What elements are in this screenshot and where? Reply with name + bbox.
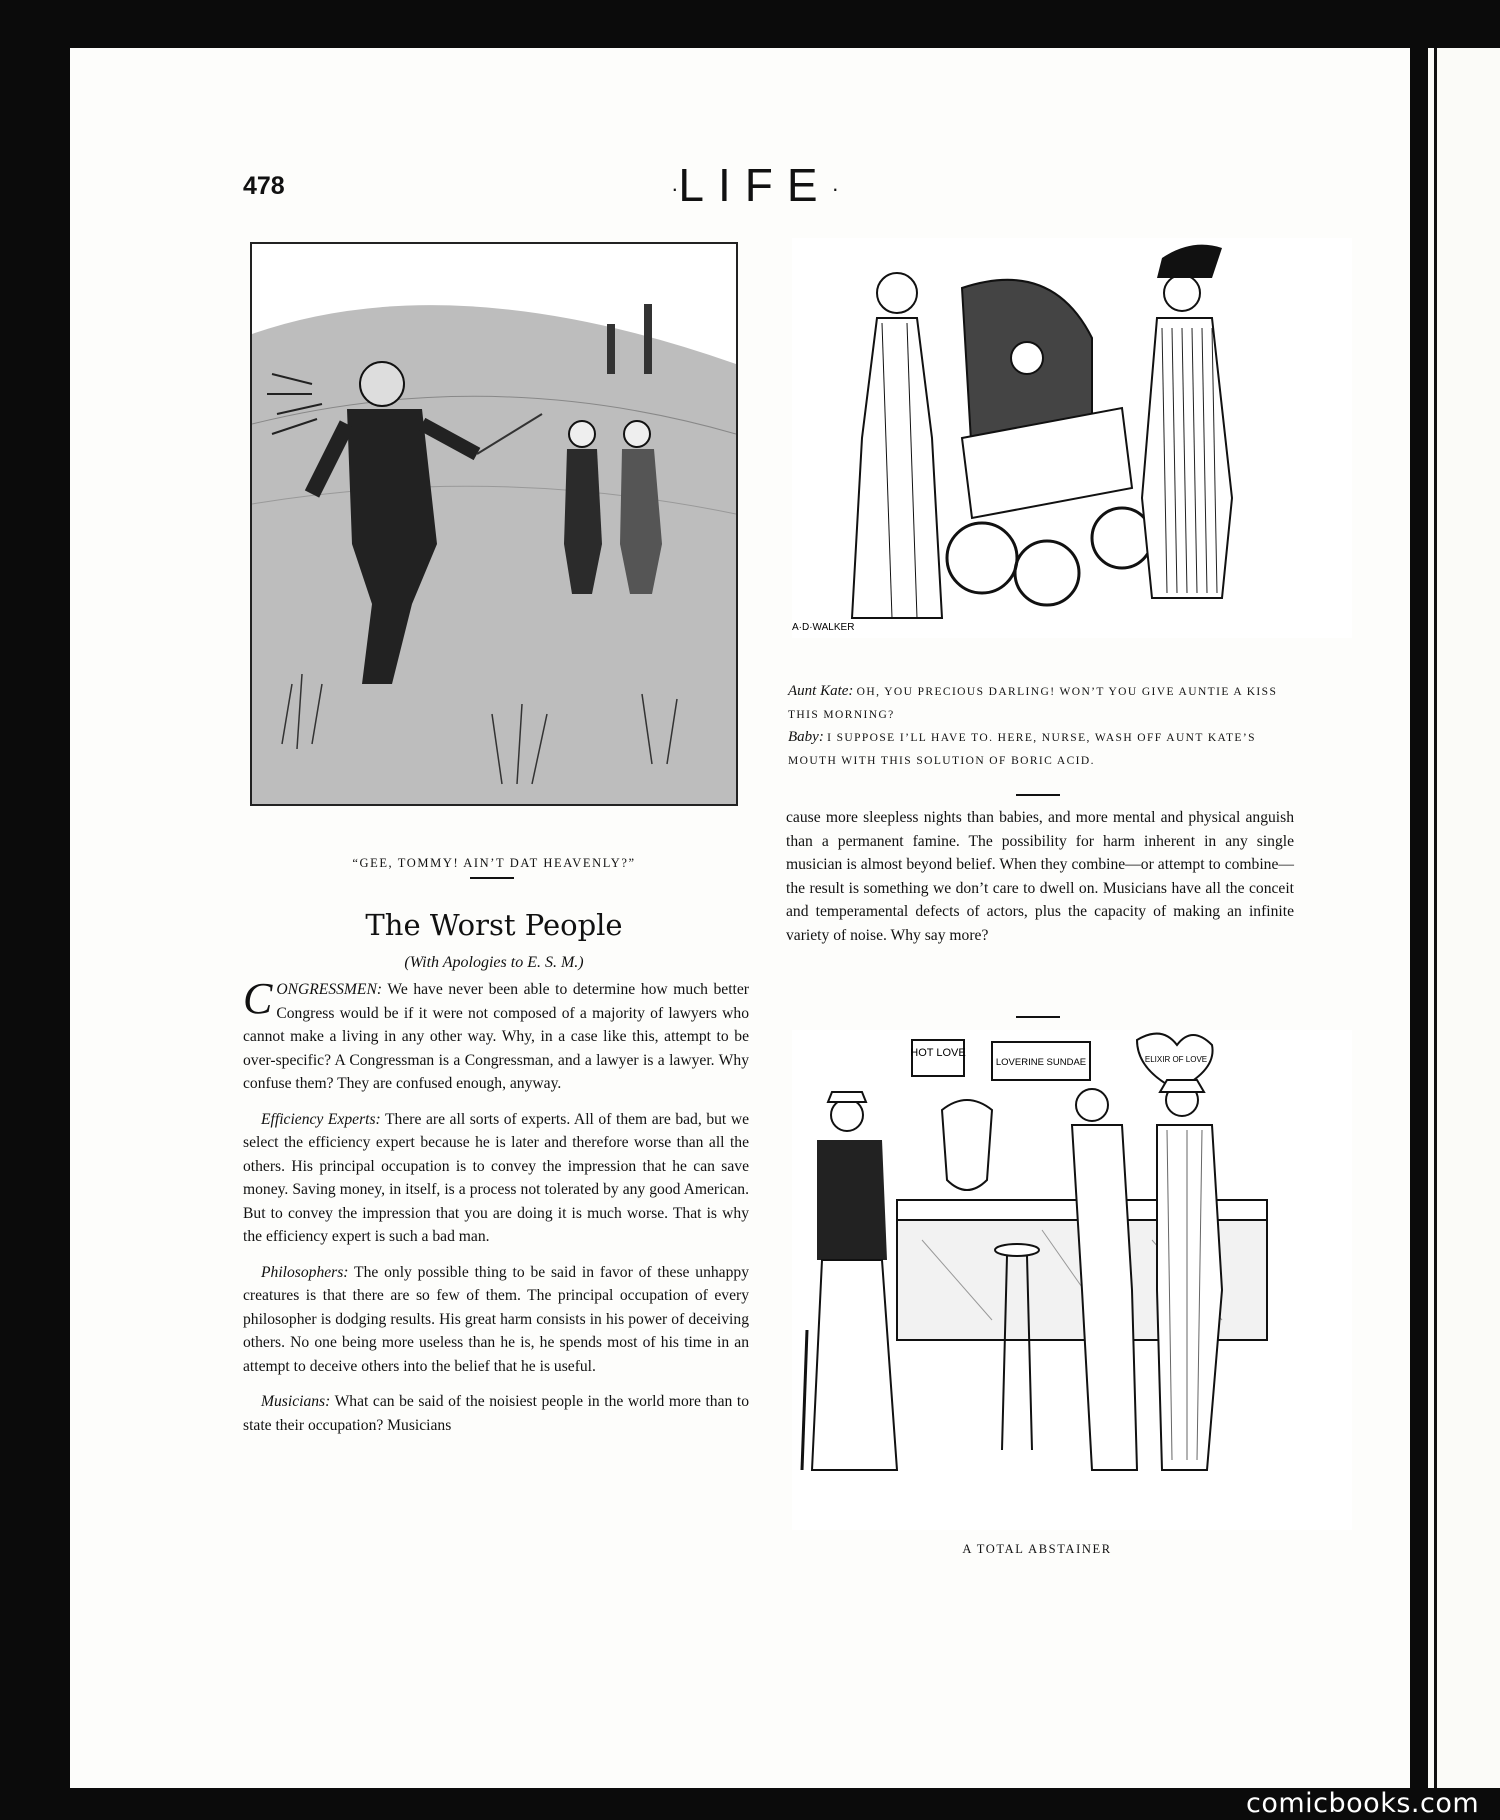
masthead-dot-right: · <box>831 175 839 201</box>
baby-cartoon-dialog <box>788 680 1294 772</box>
article-right-column <box>786 806 1294 959</box>
dialog-line-aunt <box>788 680 1294 726</box>
divider-rule <box>1016 1016 1060 1018</box>
soda-cartoon-caption: A TOTAL ABSTAINER <box>962 1542 1112 1556</box>
divider-rule <box>1016 794 1060 796</box>
masthead <box>640 158 870 212</box>
aunt-kate-line: OH, YOU PRECIOUS DARLING! WON’T YOU GIVE AUNTIE A KISS THIS MORNING? <box>788 686 1278 721</box>
sign-loverine-sundae: LOVERINE SUNDAE <box>995 1057 1087 1068</box>
soda-fountain-cartoon <box>792 1030 1352 1530</box>
paragraph-efficiency-experts <box>243 1108 749 1249</box>
watermark: comicbooks.com <box>1246 1788 1480 1819</box>
drop-cap: C <box>243 974 273 1023</box>
golf-cartoon <box>250 242 738 806</box>
sign-hot-love: HOT LOVE <box>910 1047 966 1059</box>
golf-cartoon-caption: “GEE, TOMMY! AIN’T DAT HEAVENLY?” <box>352 856 636 870</box>
article-subtitle: (With Apologies to E. S. M.) <box>404 954 584 971</box>
baby-carriage-cartoon <box>792 238 1352 638</box>
masthead-title: LIFE <box>678 159 832 211</box>
masthead-dot-left: · <box>671 175 679 201</box>
text-congressmen: We have never been able to determine how much better Congress would be if it were not composed of a majority of lawyers who cannot make a living in any other way. Why, in a case like this, attempt to be over-specific? A Congressman is a Congressman, and a lawyer is a lawyer. Why confuse them? They are confused enough, anyway. <box>243 981 749 1092</box>
sign-elixir-of-love: ELIXIR OF LOVE <box>1144 1055 1208 1064</box>
heading-musicians: Musicians: <box>261 1393 331 1410</box>
page-number: 478 <box>243 172 285 200</box>
text-philosophers: The only possible thing to be said in favor of these unhappy creatures is that there are so few of them. The principal occupation of every philosopher is dodging results. His great harm consists in his power of deceiving others. No one being more useless than he is, he spends most of his time in an attempt to deceive others into the belief that he is useful. <box>243 1263 749 1375</box>
heading-philosophers: Philosophers: <box>261 1263 349 1281</box>
heading-congressmen: ONGRESSMEN: <box>276 981 383 998</box>
article-title: The Worst People <box>365 908 623 942</box>
article-left-column <box>243 974 749 1449</box>
text-musicians: What can be said of the noisiest people in the world more than to state their occupation? Musicians <box>243 1393 749 1434</box>
heading-efficiency-experts: Efficiency Experts: <box>261 1110 381 1128</box>
speaker-baby: Baby: <box>788 729 824 745</box>
paragraph-musicians-continued: cause more sleepless nights than babies, and more mental and physical anguish than a permanent famine. The possibility for harm inherent in any single musician is almost beyond belief. When they combine—or attempt to combine—the result is something we don’t care to dwell on. Musicians have all the conceit and temperamental defects of actors, plus the capacity of making an infinite variety of noise. Why say more? <box>786 809 1294 944</box>
baby-cartoon-signature: A·D·WALKER <box>792 622 855 633</box>
baby-line: I SUPPOSE I’LL HAVE TO. HERE, NURSE, WASH OFF AUNT KATE’S MOUTH WITH THIS SOLUTION OF BORIC ACID. <box>788 732 1256 767</box>
divider-rule <box>470 877 514 879</box>
paragraph-congressmen <box>243 974 749 1096</box>
paragraph-musicians <box>243 1390 749 1437</box>
text-efficiency-experts: There are all sorts of experts. All of them are bad, but we select the efficiency expert because he is later and therefore worse than all the others. His principal occupation is to convey the impression that he can save money. Saving money, in itself, is a process not tolerated by any good American. But to convey the impression that you are doing it is much worse. That is why the efficiency expert is such a bad man. <box>243 1110 749 1245</box>
paragraph-philosophers <box>243 1261 749 1379</box>
speaker-aunt-kate: Aunt Kate: <box>788 683 854 699</box>
facing-page-edge <box>1428 48 1500 1788</box>
dialog-line-baby <box>788 726 1294 772</box>
